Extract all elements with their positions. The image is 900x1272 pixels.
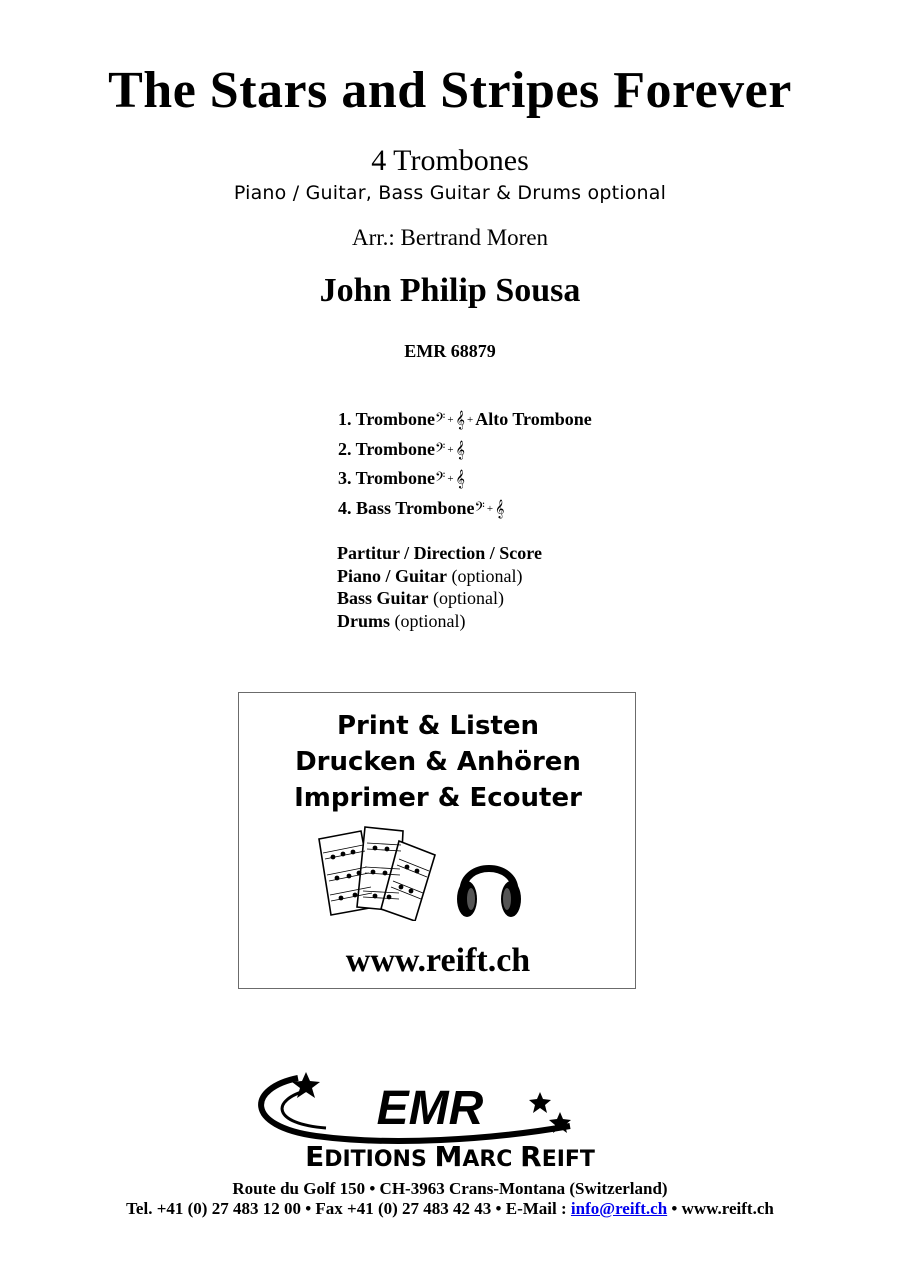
- plus-sign: +: [467, 414, 474, 426]
- plus-sign: +: [447, 443, 454, 456]
- part-suffix: Alto Trombone: [475, 409, 592, 429]
- email-link[interactable]: info@reift.ch: [570, 1199, 668, 1218]
- extra-label: Bass Guitar: [337, 588, 429, 608]
- plus-sign: +: [486, 502, 494, 515]
- extra-item: [337, 587, 542, 610]
- publisher-contact: [0, 1198, 900, 1220]
- extra-note: (optional): [433, 588, 504, 608]
- parts-list: [338, 406, 592, 524]
- subtitle: 4 Trombones: [371, 144, 529, 177]
- extra-item: [337, 610, 542, 633]
- extra-note: (optional): [451, 565, 523, 586]
- bass-clef-icon: 𝄢: [474, 498, 485, 518]
- treble-clef-icon: 𝄞: [455, 410, 465, 429]
- part-item: [338, 495, 592, 525]
- title: The Stars and Stripes Forever: [108, 62, 792, 119]
- composer: John Philip Sousa: [319, 272, 581, 309]
- contact-suffix: • www.reift.ch: [667, 1199, 774, 1218]
- part-label: 1. Trombone: [338, 409, 436, 429]
- box-url: www.reift.ch: [345, 942, 531, 979]
- listen-line-en: Print & Listen: [336, 711, 540, 741]
- treble-clef-icon: 𝄞: [455, 469, 465, 488]
- instrumentation-note: Piano / Guitar, Bass Guitar & Drums optional: [233, 182, 667, 204]
- plus-sign: +: [447, 414, 454, 426]
- arranger: Arr.: Bertrand Moren: [351, 225, 549, 250]
- publisher-address: Route du Golf 150 • CH-3963 Crans-Montana (Switzerland): [232, 1179, 668, 1198]
- extra-label: Partitur / Direction / Score: [337, 543, 542, 563]
- plus-sign: +: [447, 473, 454, 485]
- treble-clef-icon: 𝄞: [455, 439, 465, 459]
- extra-item: [337, 565, 542, 588]
- listen-line-de: Drucken & Anhören: [295, 747, 581, 777]
- part-label: 4. Bass Trombone: [338, 497, 475, 518]
- bass-clef-icon: 𝄢: [435, 439, 446, 459]
- part-item: [338, 465, 592, 495]
- bass-clef-icon: 𝄢: [435, 469, 446, 488]
- extra-label: Piano / Guitar: [337, 565, 448, 586]
- emr-logo: [240, 1072, 660, 1172]
- extra-note: (optional): [394, 610, 466, 631]
- extras-list: [337, 542, 542, 632]
- listen-line-fr: Imprimer & Ecouter: [294, 783, 582, 813]
- part-label: 2. Trombone: [338, 438, 436, 459]
- extra-item: [337, 542, 542, 565]
- publisher-name: EDITIONS MARC REIFT: [305, 1140, 595, 1172]
- catalog-number: EMR 68879: [404, 341, 496, 361]
- print-listen-box: [238, 692, 636, 989]
- extra-label: Drums: [337, 610, 390, 631]
- sheet-music-icon: [313, 825, 441, 921]
- part-item: [338, 406, 592, 436]
- contact-prefix: Tel. +41 (0) 27 483 12 00 • Fax +41 (0) 27 483 42 43 • E-Mail :: [126, 1199, 571, 1218]
- part-label: 3. Trombone: [338, 468, 436, 488]
- emr-logo-text: EMR: [376, 1082, 484, 1135]
- treble-clef-icon: 𝄞: [495, 498, 505, 518]
- headphones-icon: [453, 843, 525, 923]
- part-item: [338, 436, 592, 466]
- bass-clef-icon: 𝄢: [435, 410, 446, 429]
